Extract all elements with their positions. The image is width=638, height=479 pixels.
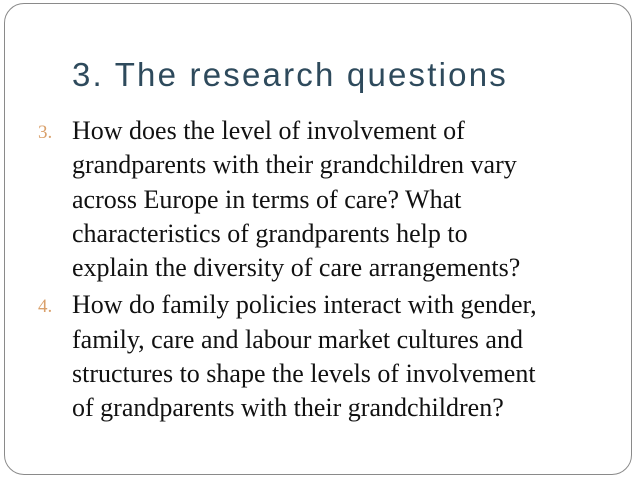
question-text-line: across Europe in terms of care? What: [72, 184, 462, 214]
question-text-line: How does the level of involvement of: [72, 116, 465, 145]
question-text-line: How do family policies interact with gender,: [72, 290, 537, 320]
question-text-line: family, care and labour market cultures and: [72, 324, 523, 354]
item-number: 4.: [38, 296, 53, 318]
question-text-line: of grandparents with their grandchildren?: [72, 393, 504, 423]
item-number: 3.: [38, 122, 53, 143]
question-text-line: explain the diversity of care arrangements?: [72, 253, 521, 283]
question-text-line: characteristics of grandparents help to: [72, 218, 468, 248]
list-item-question-4: [34, 288, 604, 425]
question-text-line: grandparents with their grandchildren vary: [72, 150, 517, 180]
research-questions-list: [34, 114, 604, 429]
list-item-question-3: [34, 114, 604, 285]
question-text-line: structures to shape the levels of involvement: [72, 359, 536, 389]
slide-title: 3. The research questions: [72, 56, 508, 93]
